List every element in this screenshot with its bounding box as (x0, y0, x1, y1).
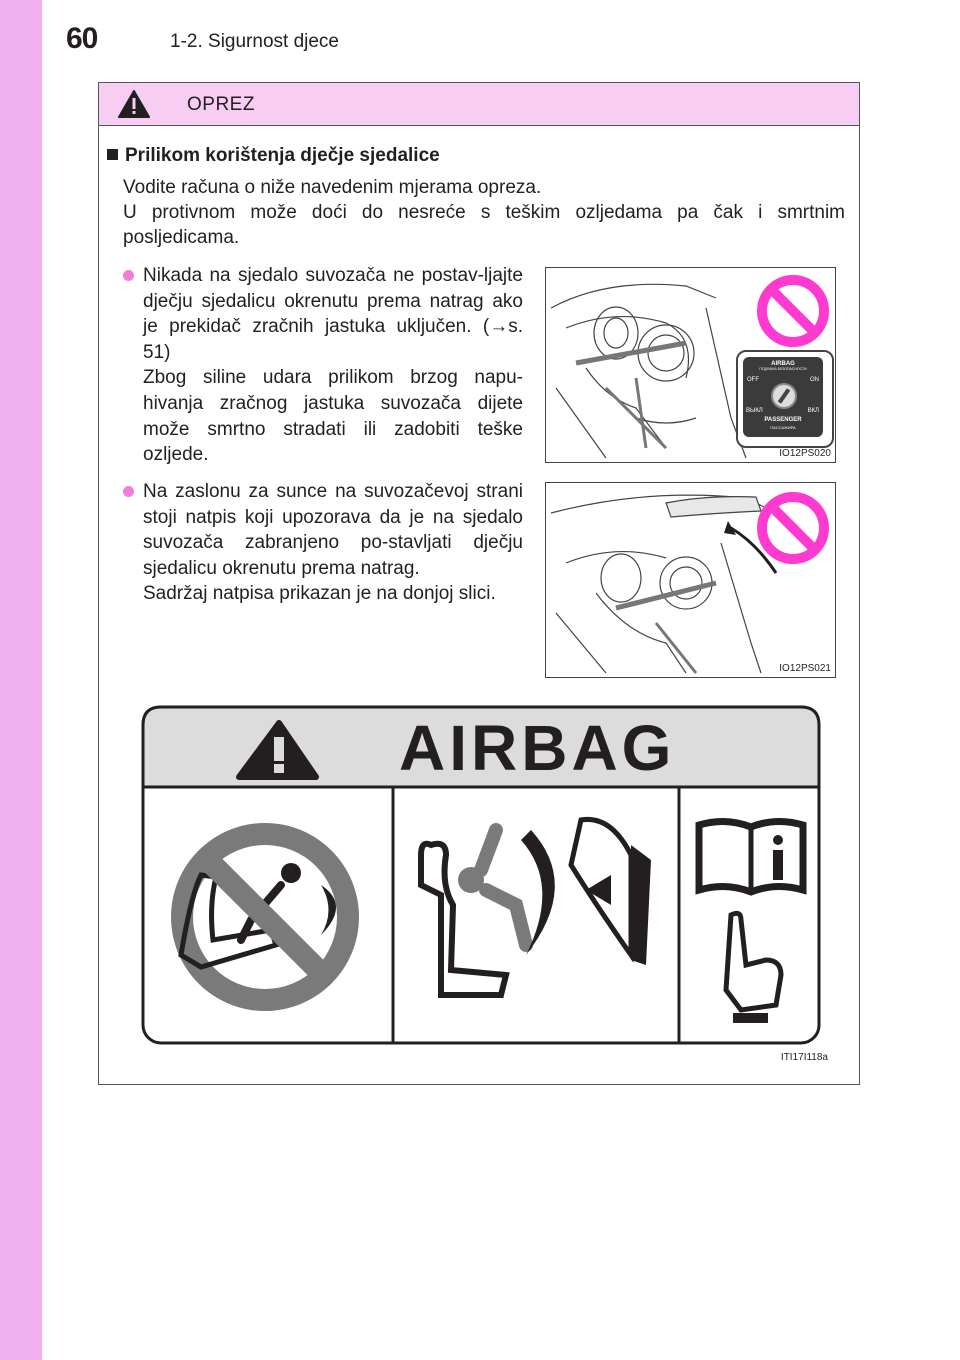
round-bullet-icon (123, 486, 134, 497)
caution-header (99, 83, 859, 126)
switch-label-airbag: AIRBAG (771, 361, 795, 367)
square-bullet-icon (107, 149, 118, 160)
page-number: 60 (66, 22, 98, 55)
side-tab-band (0, 0, 42, 1360)
no-rear-facing-child-seat-icon (171, 823, 359, 1011)
switch-label-airbag-ru: ПОДУШКА БЕЗОПАСНОСТИ (759, 367, 807, 371)
bullet-item-sun-visor (123, 479, 523, 607)
intro-text: Vodite računa o niže navedenim mjerama opreza. U protivnom može doći do nesreće s teškim ozljedama pa čak i smrtnim posljedicama. (123, 177, 845, 248)
figure-sun-visor-label (545, 482, 836, 678)
airbag-switch-panel (743, 357, 823, 437)
bullet-text: Nikada na sjedalo suvozača ne postav-ljajte dječju sjedalicu okrenutu prema natrag ako je prekidač zračnih jastuka uključen. (→s. 51) Zbog siline udara prilikom brzog napu-hivanja zračnog jastuka suvozača dijete može smrtno stradati ili zadobiti teške ozljede. (143, 265, 523, 466)
switch-label-off-ru: ВЫКЛ (746, 408, 763, 414)
bullet-item-rear-facing (123, 263, 523, 468)
bullet-text: Na zaslonu za sunce na suvozačevoj strani stoji natpis koji upozorava da je na sjedalo suvozača zabranjeno po-stavljati dječju sjedalicu okrenutu prema natrag. Sadržaj natpisa prikazan je na donjoj slici. (143, 481, 523, 605)
airbag-key-switch (771, 383, 797, 409)
figure-code: ITI17I118a (780, 1052, 828, 1063)
switch-label-passenger: PASSENGER (764, 417, 802, 423)
switch-label-passenger-ru: ПАССАЖИРА (770, 425, 796, 430)
figure-code: IO12PS020 (779, 448, 831, 459)
airbag-switch-callout (736, 350, 834, 448)
airbag-warning-label (141, 705, 821, 1047)
switch-label-on: ON (810, 377, 819, 383)
switch-label-off: OFF (747, 377, 759, 383)
subheading (107, 145, 440, 167)
round-bullet-icon (123, 270, 134, 281)
subheading-text: Prilikom korištenja dječje sjedalice (125, 145, 440, 166)
figure-passenger-airbag-switch (545, 267, 836, 463)
caution-label: OPREZ (187, 94, 255, 115)
prohibition-icon (756, 491, 830, 565)
caution-box (98, 82, 860, 1085)
figure-code: IO12PS021 (779, 663, 831, 674)
warning-triangle-icon (117, 89, 151, 119)
airbag-label-title: AIRBAG (399, 712, 676, 784)
section-title: 1-2. Sigurnost djece (170, 31, 339, 52)
prohibition-icon (756, 274, 830, 348)
switch-label-on-ru: ВКЛ (807, 408, 819, 414)
